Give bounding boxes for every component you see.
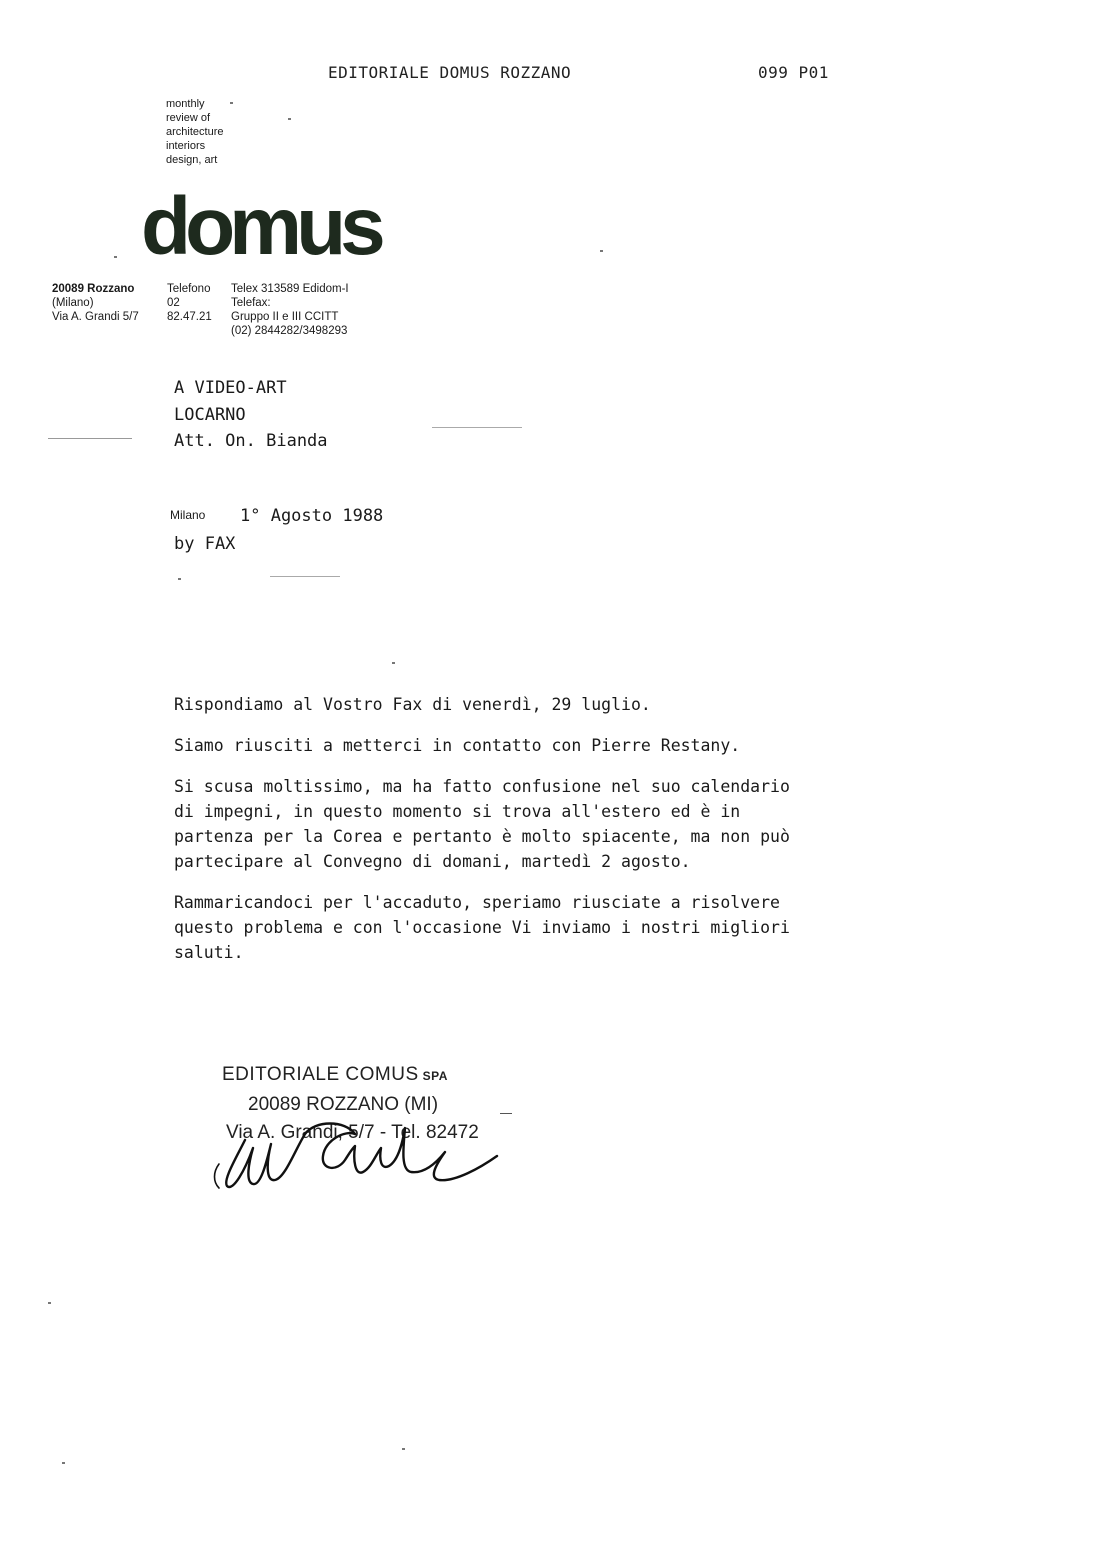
- body-paragraph: Siamo riusciti a metterci in contatto con Pierre Restany.: [174, 736, 741, 755]
- recipient-block: [174, 375, 328, 455]
- phone-line: 02: [167, 297, 180, 309]
- dateline-place: Milano: [170, 508, 206, 522]
- body-paragraph: Rispondiamo al Vostro Fax di venerdì, 29 luglio.: [174, 695, 651, 714]
- address-line: Via A. Grandi 5/7: [52, 311, 139, 323]
- stamp-line-company: [222, 1064, 448, 1086]
- address-line: (Milano): [52, 297, 94, 309]
- phone-line: Telefono: [167, 283, 211, 295]
- letterhead-telex: [231, 282, 349, 338]
- delivery-method: by FAX: [174, 534, 236, 554]
- tagline-line: interiors: [166, 140, 206, 152]
- recipient-city: LOCARNO: [174, 404, 246, 425]
- stamp-line-city: 20089 ROZZANO (MI): [248, 1094, 439, 1115]
- address-line: 20089 Rozzano: [52, 283, 135, 295]
- tagline-line: monthly: [166, 98, 205, 110]
- stamp-company-suffix: SPA: [422, 1069, 448, 1083]
- stamp-line-address: Via A. Grandi, 5/7 - Tel. 82472: [226, 1122, 479, 1143]
- telex-line: Telex 313589 Edidom-I: [231, 283, 349, 295]
- telex-line: (02) 2844282/3498293: [231, 325, 348, 337]
- domus-logo: domus: [141, 181, 380, 272]
- dateline-date: 1° Agosto 1988: [240, 506, 384, 526]
- recipient-attention: Att. On. Bianda: [174, 431, 328, 451]
- fax-page-code: 099 P01: [758, 63, 829, 82]
- phone-line: 82.47.21: [167, 311, 212, 323]
- letterhead-tagline: [166, 97, 223, 167]
- tagline-line: design, art: [166, 154, 218, 166]
- tagline-line: architecture: [166, 126, 224, 138]
- tagline-line: review of: [166, 112, 211, 124]
- fax-sender-header: EDITORIALE DOMUS ROZZANO: [328, 63, 572, 82]
- body-paragraph: Rammaricandoci per l'accaduto, speriamo riusciate a risolvere questo problema e con l'occasione Vi inviamo i nostri migliori saluti.: [174, 893, 790, 962]
- handwritten-signature: [205, 1100, 505, 1200]
- telex-line: Telefax:: [231, 297, 271, 309]
- body-paragraph: Si scusa moltissimo, ma ha fatto confusione nel suo calendario di impegni, in questo momento si trova all'estero ed è in partenza per la Corea e pertanto è molto spiacente, ma non può partecipare al Convegno di domani, martedì 2 agosto.: [174, 777, 790, 871]
- telex-line: Gruppo II e III CCITT: [231, 311, 339, 323]
- letter-body: [174, 692, 874, 981]
- letterhead-address: [52, 282, 139, 324]
- letterhead-phone: [167, 282, 212, 324]
- recipient-name: A VIDEO-ART: [174, 378, 287, 398]
- stamp-company-name: EDITORIALE COMUS: [222, 1064, 419, 1085]
